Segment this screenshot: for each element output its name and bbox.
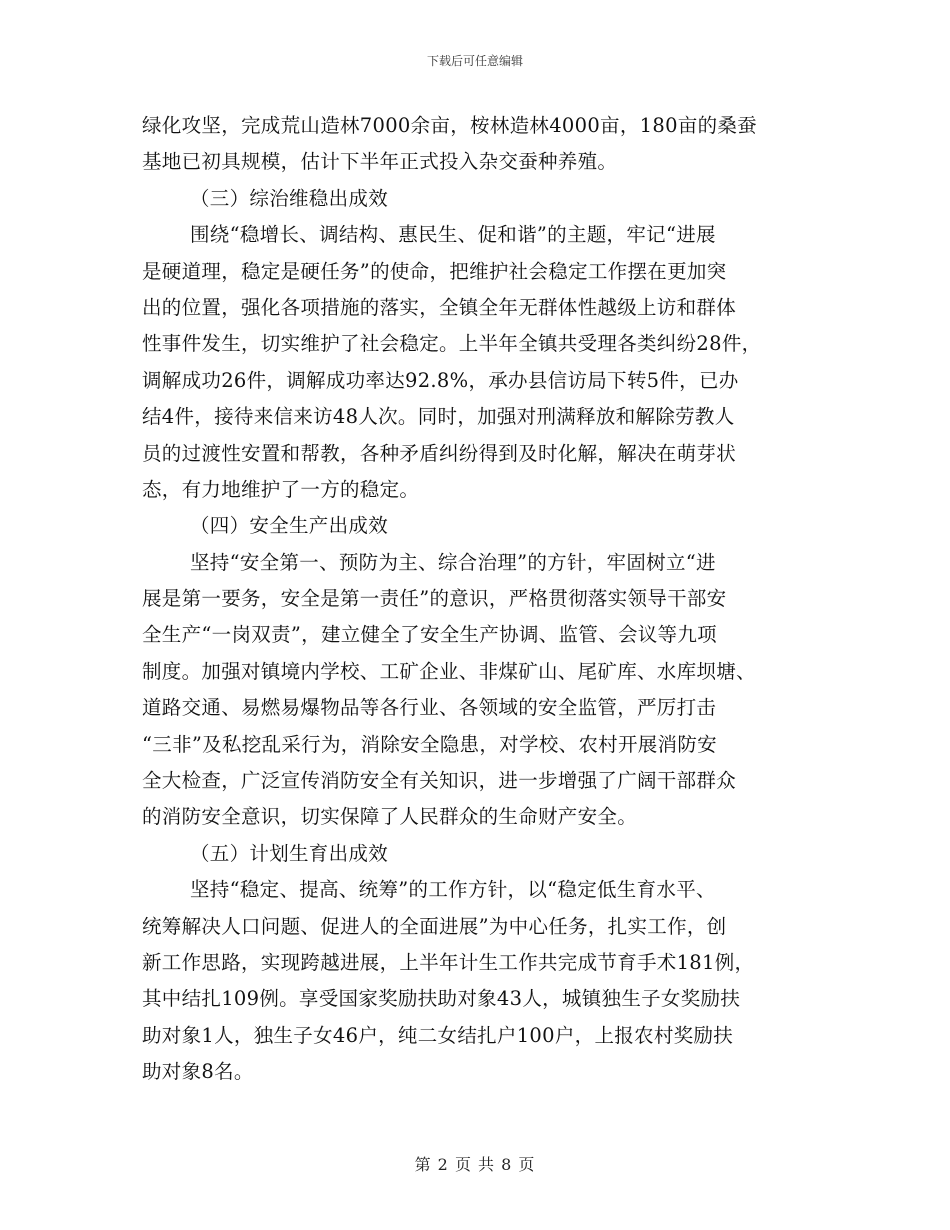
paragraph-line: 坚持“安全第一、预防为主、综合治理”的方针，牢固树立“进: [190, 550, 716, 574]
paragraph-line: 全大检查，广泛宣传消防安全有关知识，进一步增强了广阔干部群众: [142, 769, 737, 793]
paragraph-line: 员的过渡性安置和帮教，各种矛盾纠纷得到及时化解，解决在萌芽状: [142, 441, 737, 465]
section-heading-3: （三）综治维稳出成效: [190, 186, 389, 210]
paragraph-line: 全生产“一岗双责”，建立健全了安全生产协调、监管、会议等九项: [142, 623, 717, 647]
paragraph-line: 出的位置，强化各项措施的落实，全镇全年无群体性越级上访和群体: [142, 295, 737, 319]
paragraph-line: 统筹解决人口问题、促进人的全面进展”为中心任务，扎实工作，创: [142, 914, 727, 938]
paragraph-line: 是硬道理，稳定是硬任务”的使命，把维护社会稳定工作摆在更加突: [142, 259, 727, 283]
paragraph-line: 性事件发生，切实维护了社会稳定。上半年全镇共受理各类纠纷28件，: [142, 332, 762, 356]
paragraph-line: 其中结扎109例。享受国家奖励扶助对象43人，城镇独生子女奖励扶: [142, 987, 741, 1011]
paragraph-line: “三非”及私挖乱采行为，消除安全隐患，对学校、农村开展消防安: [142, 732, 717, 756]
paragraph-line: 围绕“稳增长、调结构、惠民生、促和谐”的主题，牢记“进展: [190, 223, 716, 247]
paragraph-line: 助对象1人，独生子女46户，纯二女结扎户100户，上报农村奖励扶: [142, 1023, 734, 1047]
document-body: [142, 108, 812, 1091]
paragraph-line: 坚持“稳定、提高、统筹”的工作方针，以“稳定低生育水平、: [190, 878, 716, 902]
page-header-note: 下载后可任意编辑: [426, 54, 523, 68]
paragraph-line: 结4件，接待来信来访48人次。同时，加强对刑满释放和解除劳教人: [142, 405, 735, 429]
paragraph-line: 的消防安全意识，切实保障了人民群众的生命财产安全。: [142, 805, 638, 829]
paragraph-line: 基地已初具规模，估计下半年正式投入杂交蚕种养殖。: [142, 150, 618, 174]
paragraph-line: 态，有力地维护了一方的稳定。: [142, 477, 420, 501]
paragraph-line: 调解成功26件，调解成功率达92.8%，承办县信访局下转5件，已办: [142, 368, 739, 392]
paragraph-line: 制度。加强对镇境内学校、工矿企业、非煤矿山、尾矿库、水库坝塘、: [142, 659, 756, 683]
page-number-footer: 第 2 页 共 8 页: [414, 1155, 536, 1174]
section-heading-5: （五）计划生育出成效: [190, 841, 389, 865]
paragraph-line: 助对象8名。: [142, 1060, 254, 1084]
paragraph-line: 道路交通、易燃易爆物品等各行业、各领域的安全监管，严厉打击: [142, 696, 717, 720]
paragraph-line: 新工作思路，实现跨越进展，上半年计生工作共完成节育手术181例，: [142, 950, 755, 974]
section-heading-4: （四）安全生产出成效: [190, 514, 389, 538]
paragraph-line: 展是第一要务，安全是第一责任”的意识，严格贯彻落实领导干部安: [142, 587, 727, 611]
paragraph-line: 绿化攻坚，完成荒山造林7000余亩，桉林造林4000亩，180亩的桑蚕: [142, 114, 757, 137]
